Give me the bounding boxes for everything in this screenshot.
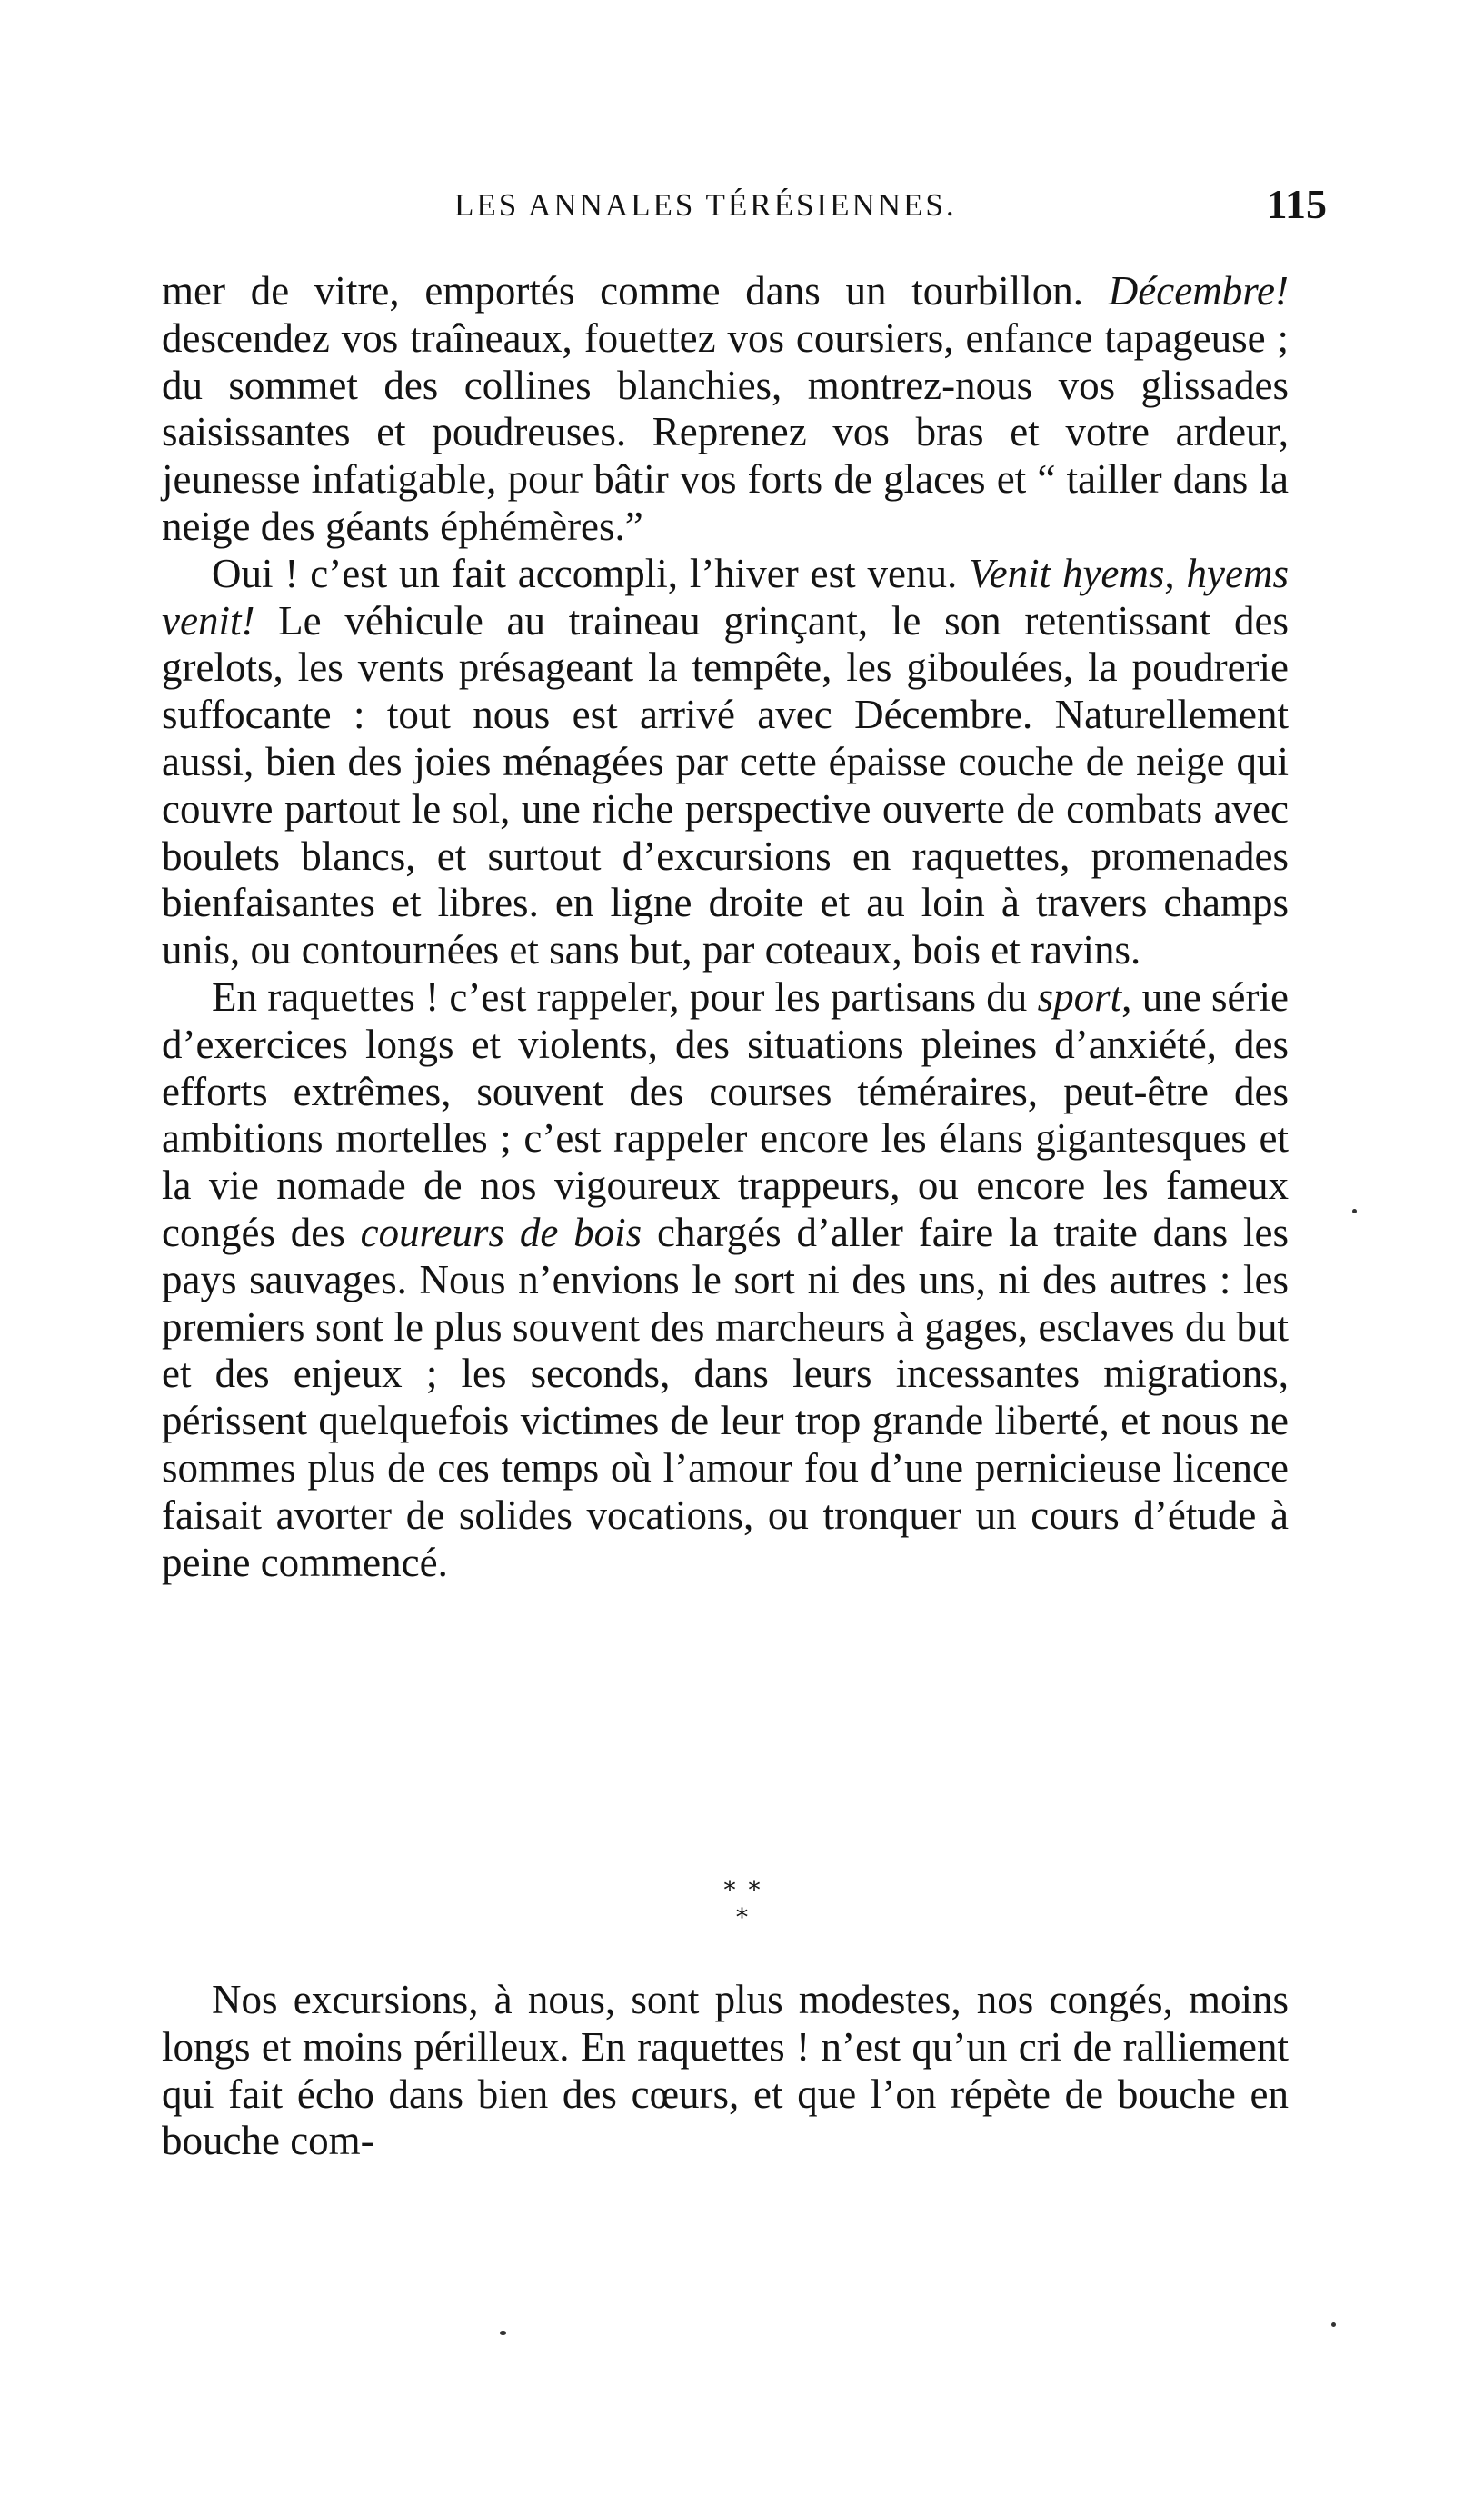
text-segment: descendez vos traîneaux, fouettez vos coursiers, enfance tapageuse ; du sommet des collines blanchies, montrez-nous vos glissades saisissantes et poudreuses. Reprenez vos bras et votre ardeur, jeunesse infatigable, pour bâtir vos forts de glaces et “ tailler dans la neige des géants éphémères.” xyxy=(162,314,1289,549)
page-number: 115 xyxy=(1266,181,1327,227)
paragraph-4: Nos excursions, à nous, sont plus modestes, nos congés, moins longs et moins périlleux. En raquettes ! n’est qu’un cri de ralliement qui fait écho dans bien des cœurs, et que l’on répète de bouche en bouche com- xyxy=(162,1977,1289,2164)
body-text xyxy=(162,268,1289,1586)
text-segment: chargés d’aller faire la traite dans les pays sauvages. Nous n’envions le sort ni des uns, ni des autres : les premiers sont le plus souvent des marcheurs à gages, esclaves du but et des enjeux ; les seconds, dans leurs incessantes migrations, périssent quelquefois victimes de leur trop grande liberté, et nous ne sommes plus de ces temps où l’amour fou d’une pernicieuse licence faisait avorter de solides vocations, ou tronquer un cours d’étude à peine commencé. xyxy=(162,1209,1289,1585)
continuation-text xyxy=(162,1977,1289,2165)
paragraph-3 xyxy=(162,974,1289,1586)
italic-segment: Venit hyems, hyems venit! xyxy=(162,550,1289,644)
paragraph-1 xyxy=(162,268,1289,551)
print-speck xyxy=(1331,2322,1336,2327)
text-segment: mer de vitre, emportés comme dans un tourbillon. xyxy=(162,268,1109,314)
separator-asterisk-bottom: * xyxy=(736,1904,748,1931)
italic-segment: coureurs de bois xyxy=(360,1209,642,1255)
text-segment: En raquettes ! c’est rappeler, pour les partisans du xyxy=(212,973,1038,1020)
section-separator xyxy=(0,1877,1484,1968)
running-title: LES ANNALES TÉRÉSIENNES. xyxy=(454,187,957,223)
print-speck xyxy=(500,2331,506,2335)
page-header xyxy=(364,181,1327,242)
separator-asterisks-top: ** xyxy=(723,1877,773,1904)
print-speck xyxy=(1352,1209,1357,1213)
italic-segment: Décembre! xyxy=(1108,268,1289,314)
text-segment: Oui ! c’est un fait accompli, l’hiver est venu. xyxy=(212,550,970,596)
paragraph-2 xyxy=(162,551,1289,974)
text-segment: Le véhicule au traineau grinçant, le son retentissant des grelots, les vents présageant la tempête, les giboulées, la poudrerie suffocante : tout nous est arrivé avec Décembre. Naturellement aussi, bien des joies ménagées par cette épaisse couche de neige qui couvre partout le sol, une riche perspective ouverte de combats avec boulets blancs, et surtout d’excursions en raquettes, promenades bienfaisantes et libres. en ligne droite et au loin à travers champs unis, ou contournées et sans but, par coteaux, bois et ravins. xyxy=(162,597,1289,973)
italic-segment: sport xyxy=(1037,973,1122,1020)
text-segment: , une série d’exercices longs et violents, des situations pleines d’anxiété, des efforts extrêmes, souvent des courses téméraires, peut-être des ambitions mortelles ; c’est rappeler encore les élans gigantesques et la vie nomade de nos vigoureux trappeurs, ou encore les fameux congés des xyxy=(162,973,1289,1255)
